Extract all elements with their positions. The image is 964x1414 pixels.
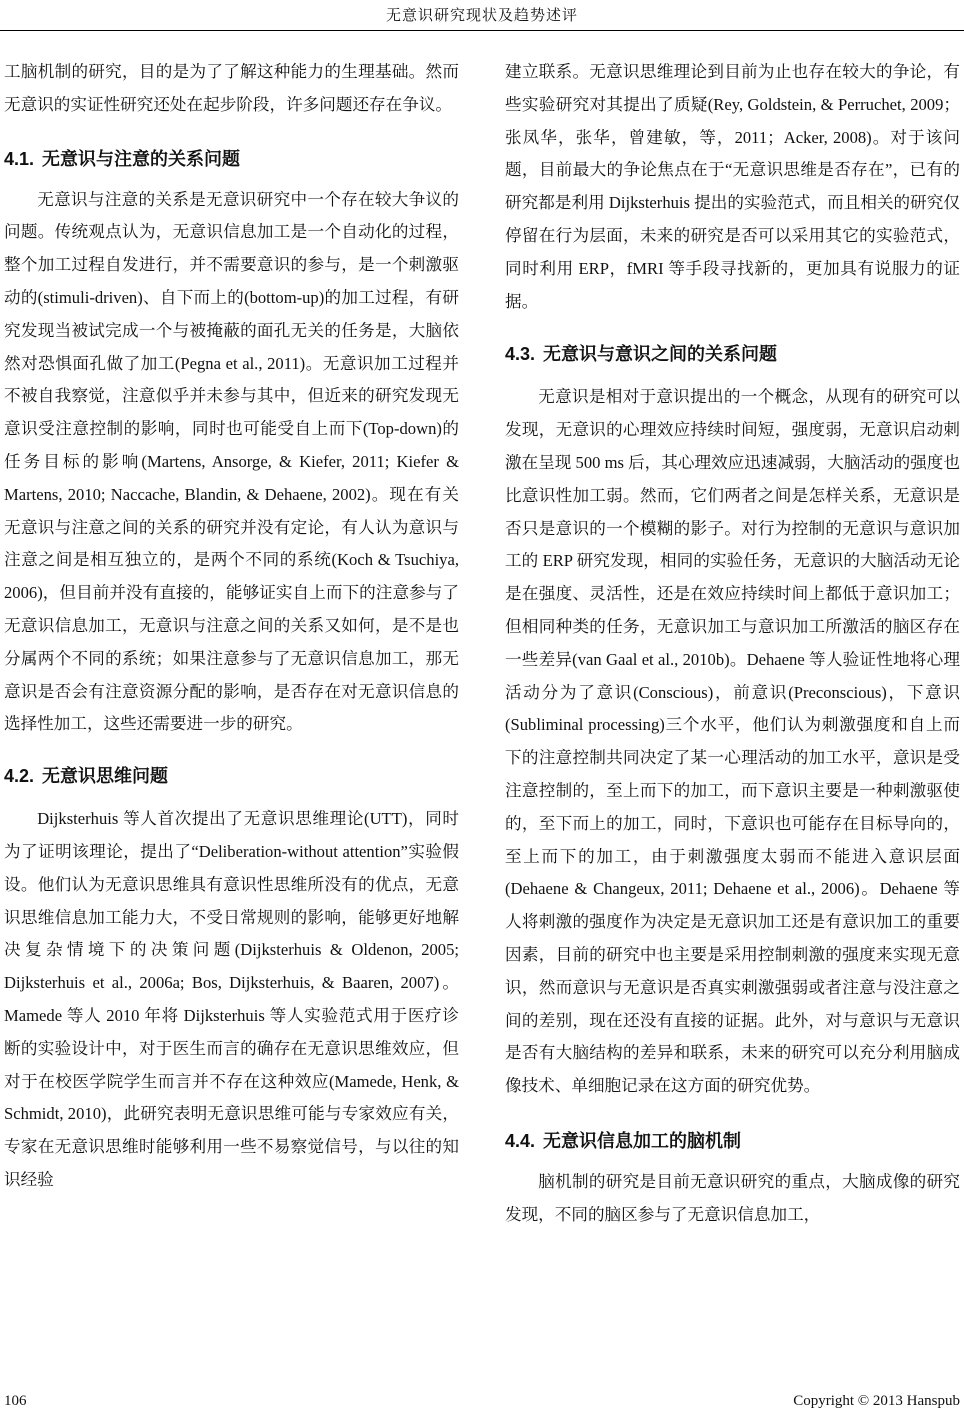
section-4-3-paragraph: 无意识是相对于意识提出的一个概念，从现有的研究可以发现，无意识的心理效应持续时间短，强度弱，无意识启动刺激在呈现 500 ms 后，其心理效应迅速减弱，大脑活动的强度也比意识性加工弱。然而，它们两者之间是怎样关系，无意识是否只是意识的一个模糊的影子。对行为控制的无意识与意识加工的 ERP 研究发现，相同的实验任务，无意识的大脑活动无论是在强度、灵活性，还是在效应持续时间上都低于意识加工；但相同种类的任务，无意识加工与意识加工所激活的脑区存在一些差异(van Gaal et al., 2010b)。Dehaene 等人验证性地将心理活动分为了意识(Conscious)，前意识(Preconscious)，下意识(Subliminal processing)三个水平，他们认为刺激强度和自上而下的注意控制共同决定了某一心理活动的加工水平，意识是受注意控制的，至上而下的加工，而下意识主要是一种刺激驱使的，至下而上的加工，同时，下意识也可能存在目标导向的，至上而下的加工，由于刺激强度太弱而不能进入意识层面(Dehaene & Changeux, 2011; Dehaene et al., 2006)。Dehaene 等人将刺激的强度作为决定是无意识加工还是有意识加工的重要因素，目前的研究中也主要是采用控制刺激的强度来实现无意识，然而意识与无意识是否真实刺激强弱或者注意与没注意之间的差别，现在还没有直接的证据。此外，对与意识与无意识是否有大脑结构的差异和联系，未来的研究可以充分利用脑成像技术、单细胞记录在这方面的研究优势。 [505, 387, 960, 1096]
section-4-4-paragraph: 脑机制的研究是目前无意识研究的重点，大脑成像的研究发现，不同的脑区参与了无意识信息加工， [505, 1171, 960, 1224]
section-4-4-heading [505, 1127, 960, 1155]
section-4-3-heading [505, 340, 960, 368]
section-4-2-paragraph: Dijksterhuis 等人首次提出了无意识思维理论(UTT)，同时为了证明该理论，提出了“Deliberation-without attention”实验假设。他们认为无意识思维具有意识性思维所没有的优点，无意识思维信息加工能力大，不受日常规则的影响，能够更好地解决复杂情境下的决策问题(Dijksterhuis & Oldenon, 2005; Dijksterhuis et al., 2006a; Bos, Dijksterhuis, & Baaren, 2007)。Mamede 等人 2010 年将 Dijksterhuis 等人实验范式用于医疗诊断的实验设计中，对于医生而言的确存在无意识思维效应，但对于在校医学院学生而言并不存在这种效应(Mamede, Henk, & Schmidt, 2010)，此研究表明无意识思维可能与专家效应有关，专家在无意识思维时能够利用一些不易察觉信号，与以往的知识经验 [4, 809, 459, 1189]
section-4-1-heading [4, 145, 459, 173]
section-number: 4.1. [4, 148, 35, 169]
section-title: 无意识与意识之间的关系问题 [543, 344, 778, 365]
continuation-paragraph: 建立联系。无意识思维理论到目前为止也存在较大的争论，有些实验研究对其提出了质疑(Rey, Goldstein, & Perruchet, 2009；张凤华，张华，曾建敏，等，2011；Acker, 2008)。对于该问题，目前最大的争论焦点在于“无意识思维是否存在”，已有的研究都是利用 Dijksterhuis 提出的实验范式，而且相关的研究仅停留在行为层面，未来的研究是否可以采用其它的实验范式，同时利用 ERP，fMRI 等手段寻找新的，更加具有说服力的证据。 [505, 62, 960, 311]
copyright-notice: Copyright © 2013 Hanspub [793, 1393, 960, 1409]
section-title: 无意识信息加工的脑机制 [543, 1130, 742, 1151]
header-rule [0, 30, 964, 31]
section-number: 4.3. [505, 344, 536, 365]
running-header: 无意识研究现状及趋势述评 [385, 8, 578, 24]
section-4-1-paragraph: 无意识与注意的关系是无意识研究中一个存在较大争议的问题。传统观点认为，无意识信息加工是一个自动化的过程，整个加工过程自发进行，并不需要意识的参与，是一个刺激驱动的(stimuli-driven)、自下而上的(bottom-up)的加工过程，有研究发现当被试完成一个与被掩蔽的面孔无关的任务是，大脑依然对恐惧面孔做了加工(Pegna et al., 2011)。无意识加工过程并不被自我察觉，注意似乎并未参与其中，但近来的研究发现无意识受注意控制的影响，同时也可能受自上而下(Top-down)的任务目标的影响(Martens, Ansorge, & Kiefer, 2011; Kiefer & Martens, 2010; Naccache, Blandin, & Dehaene, 2002)。现在有关无意识与注意之间的关系的研究并没有定论，有人认为意识与注意之间是相互独立的，是两个不同的系统(Koch & Tsuchiya, 2006)，但目前并没有直接的，能够证实自上而下的注意参与了无意识信息加工，无意识与注意之间的关系又如何，是不是也分属两个不同的系统；如果注意参与了无意识信息加工，那无意识是否会有注意资源分配的影响，是否存在对无意识信息的选择性加工，这些还需要进一步的研究。 [4, 189, 459, 734]
left-column [4, 56, 459, 1197]
section-4-2-heading [4, 762, 459, 790]
section-number: 4.2. [4, 766, 35, 787]
section-title: 无意识与注意的关系问题 [42, 148, 241, 169]
intro-paragraph: 工脑机制的研究，目的是为了了解这种能力的生理基础。然而无意识的实证性研究还处在起步阶段，许多问题还存在争议。 [4, 62, 459, 114]
section-title: 无意识思维问题 [42, 766, 169, 787]
right-column [505, 56, 960, 1232]
section-number: 4.4. [505, 1130, 536, 1151]
page-number: 106 [4, 1393, 27, 1409]
